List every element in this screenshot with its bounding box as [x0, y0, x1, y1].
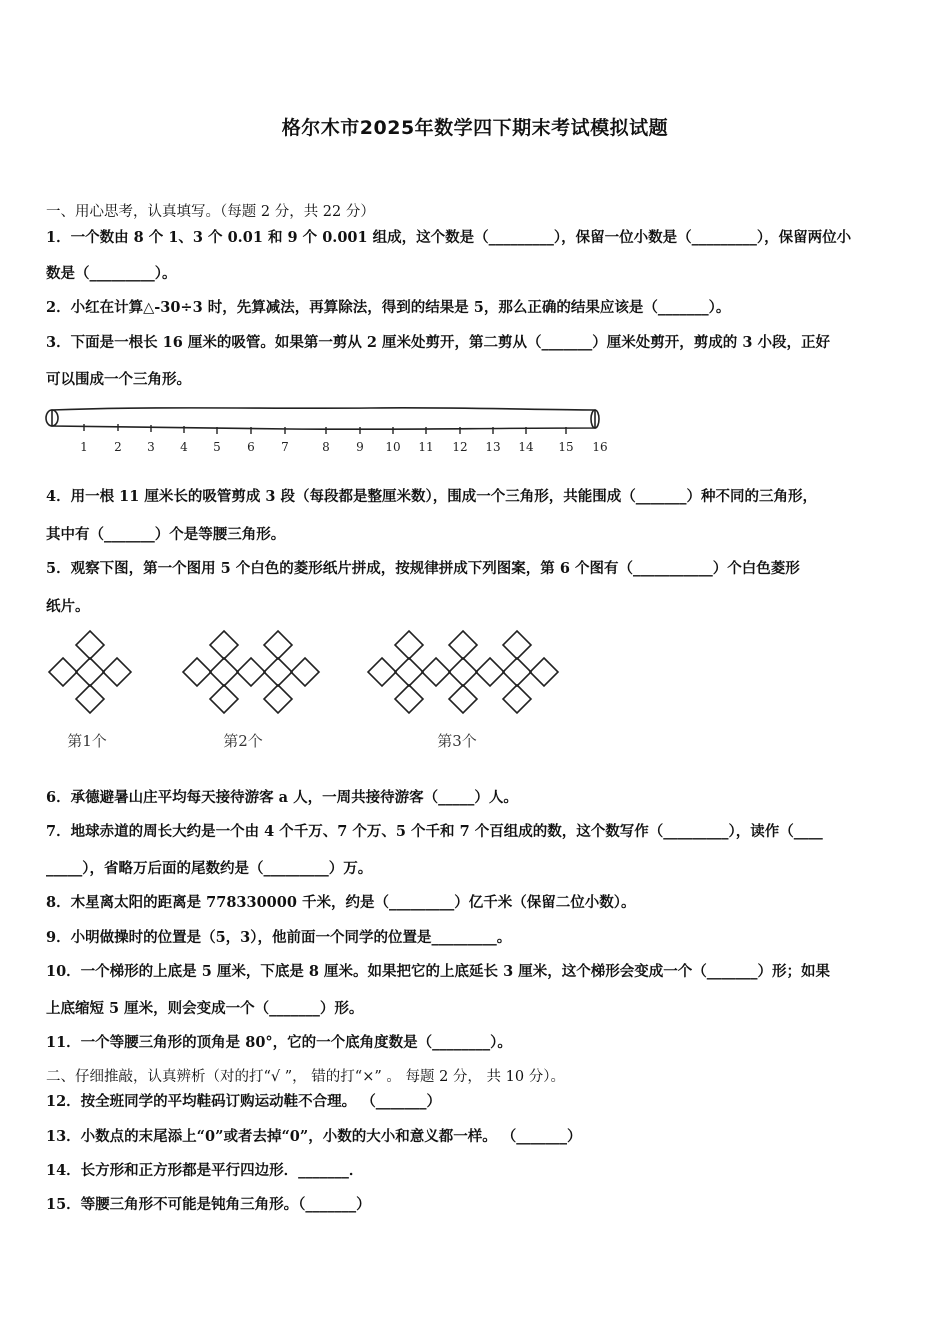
- section-1-heading: 一、用心思考，认真填写。（每题 2 分，共 22 分）: [46, 204, 375, 220]
- question-11: 11．一个等腰三角形的顶角是 80°，它的一个底角度数是（________）。: [46, 1034, 512, 1051]
- ruler-label: 2: [114, 440, 122, 454]
- question-5-cont: 纸片。: [46, 598, 90, 615]
- ruler-label: 7: [281, 440, 289, 454]
- section-2-heading: 二、仔细推敲，认真辨析（对的打“√ ”， 错的打“×” 。 每题 2 分， 共 10 分）。: [46, 1069, 565, 1085]
- ruler-label: 5: [213, 440, 221, 454]
- ruler-label: 8: [322, 440, 330, 454]
- question-10-cont: 上底缩短 5 厘米，则会变成一个（_______）形。: [46, 1000, 364, 1017]
- question-3-cont: 可以围成一个三角形。: [46, 371, 191, 388]
- ruler-label: 15: [558, 440, 574, 454]
- pattern-label-3: 第3个: [437, 732, 477, 750]
- ruler-label: 3: [147, 440, 155, 454]
- ruler-label: 6: [247, 440, 255, 454]
- question-1-cont: 数是（_________）。: [46, 265, 177, 282]
- question-7: 7．地球赤道的周长大约是一个由 4 个千万、7 个万、5 个千和 7 个百组成的数，这个数写作（_________），读作（____: [46, 823, 823, 840]
- page-title: 格尔木市2025年数学四下期末考试模拟试题: [281, 117, 669, 139]
- question-4: 4．用一根 11 厘米长的吸管剪成 3 段（每段都是整厘米数），围成一个三角形，共能围成（_______）种不同的三角形，: [46, 488, 818, 505]
- ruler-label: 13: [485, 440, 501, 454]
- question-13: 13．小数点的末尾添上“0”或者去掉“0”，小数的大小和意义都一样。 （_______）: [46, 1128, 582, 1145]
- ruler-label: 1: [80, 440, 88, 454]
- question-12: 12．按全班同学的平均鞋码订购运动鞋不合理。 （_______）: [46, 1093, 441, 1110]
- pattern-label-2: 第2个: [223, 732, 263, 750]
- question-4-cont: 其中有（_______）个是等腰三角形。: [46, 526, 286, 543]
- straw-ruler-figure: [40, 400, 620, 462]
- question-8: 8．木星离太阳的距离是 778330000 千米，约是（_________）亿千米（保留二位小数）。: [46, 894, 636, 911]
- ruler-label: 4: [180, 440, 188, 454]
- ruler-label: 10: [385, 440, 401, 454]
- question-3: 3．下面是一根长 16 厘米的吸管。如果第一剪从 2 厘米处剪开，第二剪从（_______）厘米处剪开，剪成的 3 小段，正好: [46, 334, 830, 351]
- question-1: 1．一个数由 8 个 1、3 个 0.01 和 9 个 0.001 组成，这个数是（_________），保留一位小数是（_________），保留两位小: [46, 229, 852, 246]
- ruler-label: 12: [452, 440, 468, 454]
- question-15: 15．等腰三角形不可能是钝角三角形。（_______）: [46, 1196, 371, 1213]
- pattern-label-1: 第1个: [67, 732, 107, 750]
- question-7-cont: _____），省略万后面的尾数约是（_________）万。: [46, 860, 373, 877]
- question-6: 6．承德避暑山庄平均每天接待游客 a 人，一周共接待游客（_____）人。: [46, 789, 518, 806]
- ruler-label: 9: [356, 440, 364, 454]
- ruler-label: 16: [592, 440, 608, 454]
- question-9: 9．小明做操时的位置是（5，3），他前面一个同学的位置是_________。: [46, 929, 512, 946]
- question-10: 10．一个梯形的上底是 5 厘米，下底是 8 厘米。如果把它的上底延长 3 厘米，这个梯形会变成一个（_______）形；如果: [46, 963, 830, 980]
- question-5: 5．观察下图，第一个图用 5 个白色的菱形纸片拼成，按规律拼成下列图案，第 6 个图有（___________）个白色菱形: [46, 560, 800, 577]
- ruler-label: 11: [418, 440, 434, 454]
- ruler-label: 14: [518, 440, 534, 454]
- question-14: 14．长方形和正方形都是平行四边形．_______．: [46, 1162, 364, 1179]
- rhombus-pattern-figure: [40, 625, 580, 755]
- question-2: 2．小红在计算△-30÷3 时，先算减法，再算除法，得到的结果是 5，那么正确的结果应该是（_______）。: [46, 299, 731, 316]
